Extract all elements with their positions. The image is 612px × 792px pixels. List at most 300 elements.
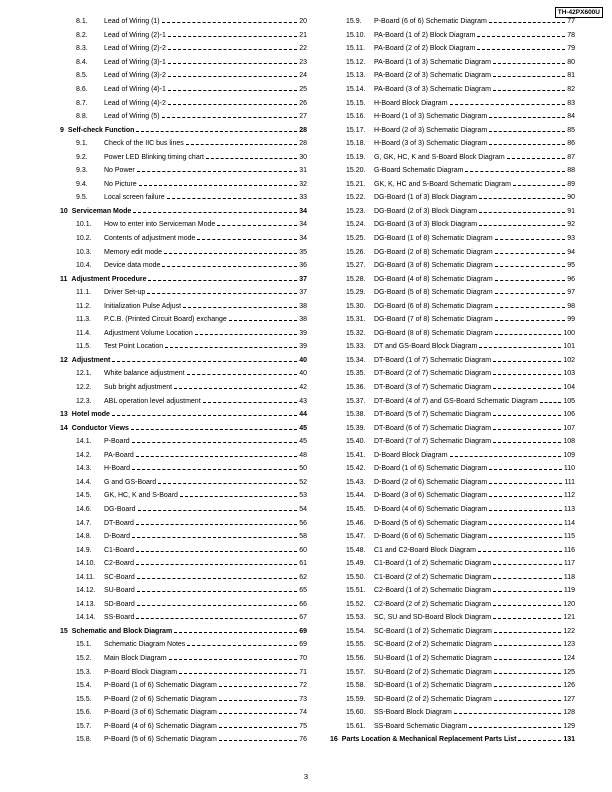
toc-dot-leader [168, 76, 297, 77]
toc-entry-page: 81 [567, 72, 575, 80]
toc-entry-page: 126 [563, 682, 575, 690]
toc-subsection-entry[interactable] [60, 299, 307, 313]
page-number: 3 [303, 772, 309, 781]
toc-entry-number: 15.12. [346, 58, 366, 66]
toc-subsection-entry[interactable] [60, 706, 307, 720]
toc-subsection-entry[interactable] [60, 692, 307, 706]
toc-subsection-entry[interactable] [330, 245, 575, 259]
toc-entry-page: 125 [563, 668, 575, 676]
toc-entry-title: DT-Board (4 of 7) and GS-Board Schematic Diagram [374, 397, 538, 405]
toc-subsection-entry[interactable] [60, 449, 307, 463]
toc-subsection-entry[interactable] [60, 286, 307, 300]
toc-entry-number: 14.9. [76, 546, 92, 554]
toc-dot-leader [139, 185, 298, 186]
toc-dot-leader [138, 510, 298, 511]
toc-dot-leader [168, 36, 297, 37]
toc-entry-page: 28 [299, 140, 307, 148]
toc-entry-title: G, GK, HC, K and S-Board Block Diagram [374, 153, 505, 161]
toc-dot-leader [162, 266, 297, 267]
toc-section-entry[interactable] [60, 205, 307, 219]
toc-entry-page: 37 [299, 289, 307, 297]
toc-entry-title: PA-Board [104, 451, 134, 459]
toc-entry-number: 15.25. [346, 235, 366, 243]
toc-subsection-entry[interactable] [330, 123, 575, 137]
toc-entry-number: 15.4. [76, 682, 92, 690]
toc-subsection-entry[interactable] [60, 665, 307, 679]
toc-dot-leader [495, 307, 566, 308]
toc-subsection-entry[interactable] [60, 489, 307, 503]
toc-dot-leader [229, 320, 297, 321]
toc-entry-number: 9.1. [76, 140, 88, 148]
toc-subsection-entry[interactable] [330, 29, 575, 43]
toc-subsection-entry[interactable] [330, 625, 575, 639]
toc-dot-leader [179, 673, 297, 674]
toc-subsection-entry[interactable] [330, 259, 575, 273]
toc-subsection-entry[interactable] [330, 543, 575, 557]
toc-dot-leader [136, 524, 297, 525]
toc-subsection-entry[interactable] [330, 191, 575, 205]
toc-entry-title: SC-Board (2 of 2) Schematic Diagram [374, 641, 492, 649]
toc-dot-leader [489, 524, 562, 525]
toc-entry-title: PA-Board (2 of 2) Block Diagram [374, 45, 476, 53]
toc-dot-leader [137, 578, 297, 579]
toc-entry-title: SS-Board Block Diagram [374, 709, 452, 717]
toc-subsection-entry[interactable] [60, 394, 307, 408]
toc-subsection-entry[interactable] [330, 232, 575, 246]
toc-dot-leader [479, 198, 565, 199]
toc-subsection-entry[interactable] [60, 150, 307, 164]
toc-entry-title: DT and GS-Board Block Diagram [374, 343, 478, 351]
toc-subsection-entry[interactable] [60, 232, 307, 246]
toc-dot-leader [495, 239, 566, 240]
toc-subsection-entry[interactable] [60, 259, 307, 273]
toc-entry-page: 48 [299, 451, 307, 459]
toc-entry-number: 15.58. [346, 682, 366, 690]
toc-entry-page: 61 [299, 560, 307, 568]
toc-section-entry[interactable] [60, 408, 307, 422]
toc-subsection-entry[interactable] [60, 638, 307, 652]
toc-entry-page: 105 [563, 397, 575, 405]
toc-subsection-entry[interactable] [330, 638, 575, 652]
toc-entry-page: 66 [299, 600, 307, 608]
toc-entry-page: 104 [563, 384, 575, 392]
toc-entry-page: 96 [567, 275, 575, 283]
toc-entry-title: GK, HC, K and S-Board [104, 492, 178, 500]
toc-subsection-entry[interactable] [60, 367, 307, 381]
toc-subsection-entry[interactable] [60, 530, 307, 544]
toc-entry-title: Lead of Wiring (4)-2 [104, 99, 166, 107]
toc-entry-title: DG-Board (3 of 3) Block Diagram [374, 221, 478, 229]
toc-dot-leader [219, 686, 297, 687]
toc-entry-page: 40 [299, 370, 307, 378]
toc-subsection-entry[interactable] [60, 178, 307, 192]
toc-entry-title: C1-Board [104, 546, 134, 554]
toc-entry-title: How to enter into Serviceman Mode [104, 221, 216, 229]
toc-entry-title: Lead of Wiring (2)-2 [104, 45, 166, 53]
toc-entry-title: C1-Board (2 of 2) Schematic Diagram [374, 573, 492, 581]
toc-entry-title: C2-Board [104, 560, 134, 568]
toc-entry-title: Adjustment Volume Location [104, 329, 193, 337]
toc-entry-title: P-Board (6 of 6) Schematic Diagram [374, 18, 487, 26]
toc-dot-leader [493, 415, 561, 416]
toc-subsection-entry[interactable] [330, 394, 575, 408]
model-number-label: TH-42PX600U [555, 7, 603, 18]
toc-subsection-entry[interactable] [330, 476, 575, 490]
toc-subsection-entry[interactable] [330, 110, 575, 124]
toc-entry-page: 40 [299, 356, 307, 364]
toc-entry-title: SS-Board [104, 614, 135, 622]
toc-entry-page: 23 [299, 58, 307, 66]
toc-entry-number: 15.45. [346, 505, 366, 513]
toc-subsection-entry[interactable] [60, 69, 307, 83]
toc-dot-leader [489, 537, 562, 538]
toc-section-entry[interactable] [60, 421, 307, 435]
toc-entry-number: 15.10. [346, 31, 366, 39]
toc-entry-number: 15.28. [346, 275, 366, 283]
toc-entry-number: 11 [60, 275, 68, 283]
toc-dot-leader [489, 469, 562, 470]
toc-entry-page: 22 [299, 45, 307, 53]
toc-dot-leader [494, 659, 561, 660]
toc-subsection-entry[interactable] [330, 313, 575, 327]
toc-subsection-entry[interactable] [60, 42, 307, 56]
toc-subsection-entry[interactable] [60, 611, 307, 625]
toc-subsection-entry[interactable] [330, 679, 575, 693]
toc-subsection-entry[interactable] [330, 381, 575, 395]
toc-entry-title: PA-Board (3 of 3) Schematic Diagram [374, 86, 491, 93]
toc-dot-leader [489, 117, 565, 118]
toc-entry-page: 80 [567, 58, 575, 66]
toc-subsection-entry[interactable] [60, 137, 307, 151]
toc-entry-page: 73 [299, 695, 307, 703]
toc-dot-leader [507, 158, 565, 159]
toc-entry-number: 9 [60, 126, 64, 134]
toc-subsection-entry[interactable] [330, 178, 575, 192]
toc-dot-leader [136, 564, 297, 565]
toc-subsection-entry[interactable] [330, 516, 575, 530]
toc-subsection-entry[interactable] [60, 435, 307, 449]
toc-dot-leader [219, 727, 297, 728]
toc-dot-leader [162, 22, 298, 23]
toc-entry-number: 15.31. [346, 316, 366, 324]
toc-entry-number: 14.13. [76, 600, 96, 608]
toc-entry-number: 14.2. [76, 451, 92, 459]
toc-dot-leader [479, 225, 565, 226]
toc-entry-page: 85 [567, 126, 575, 134]
toc-entry-page: 94 [567, 248, 575, 256]
toc-entry-number: 15.8. [76, 736, 92, 744]
toc-entry-number: 15.60. [346, 709, 366, 717]
toc-dot-leader [450, 456, 562, 457]
toc-entry-page: 56 [299, 519, 307, 527]
toc-subsection-entry[interactable] [60, 584, 307, 598]
toc-entry-page: 50 [299, 465, 307, 473]
toc-subsection-entry[interactable] [330, 272, 575, 286]
toc-dot-leader [513, 185, 565, 186]
toc-entry-page: 35 [299, 248, 307, 256]
toc-dot-leader [219, 700, 297, 701]
toc-entry-page: 78 [567, 31, 575, 39]
toc-entry-number: 10 [60, 207, 68, 215]
toc-subsection-entry[interactable] [60, 15, 307, 29]
toc-entry-page: 28 [299, 126, 307, 134]
toc-entry-number: 8.2. [76, 31, 88, 39]
toc-entry-number: 15.16. [346, 113, 366, 121]
toc-subsection-entry[interactable] [330, 96, 575, 110]
toc-subsection-entry[interactable] [330, 69, 575, 83]
toc-dot-leader [187, 645, 297, 646]
toc-dot-leader [477, 36, 565, 37]
toc-section-entry[interactable] [60, 625, 307, 639]
toc-entry-title: DT-Board (5 of 7) Schematic Diagram [374, 411, 492, 419]
toc-entry-number: 15.17. [346, 126, 366, 134]
toc-entry-number: 8.3. [76, 45, 88, 53]
toc-subsection-entry[interactable] [330, 421, 575, 435]
toc-subsection-entry[interactable] [60, 719, 307, 733]
toc-entry-number: 15.49. [346, 560, 366, 568]
toc-entry-page: 89 [567, 180, 575, 188]
toc-entry-number: 14.8. [76, 533, 92, 541]
toc-entry-title: Main Block Diagram [104, 654, 167, 662]
toc-entry-page: 34 [299, 235, 307, 243]
toc-subsection-entry[interactable] [330, 354, 575, 368]
toc-entry-title: DG-Board (8 of 8) Schematic Diagram [374, 329, 493, 337]
toc-dot-leader [132, 469, 297, 470]
toc-subsection-entry[interactable] [60, 557, 307, 571]
toc-entry-page: 65 [299, 587, 307, 595]
toc-dot-leader [148, 280, 297, 281]
toc-subsection-entry[interactable] [60, 516, 307, 530]
toc-entry-page: 58 [299, 533, 307, 541]
toc-entry-title: H-Board [104, 465, 131, 473]
toc-entry-number: 10.2. [76, 235, 92, 243]
toc-subsection-entry[interactable] [330, 692, 575, 706]
toc-entry-page: 45 [299, 438, 307, 446]
toc-subsection-entry[interactable] [60, 110, 307, 124]
toc-entry-page: 26 [299, 99, 307, 107]
toc-section-entry[interactable] [60, 354, 307, 368]
toc-dot-leader [168, 90, 297, 91]
toc-entry-page: 32 [299, 180, 307, 188]
toc-entry-number: 14.1. [76, 438, 92, 446]
toc-dot-leader [167, 198, 298, 199]
toc-entry-title: Schematic and Block Diagram [71, 627, 173, 635]
toc-entry-number: 15.52. [346, 600, 366, 608]
toc-subsection-entry[interactable] [330, 598, 575, 612]
toc-entry-page: 113 [563, 505, 575, 513]
toc-subsection-entry[interactable] [330, 570, 575, 584]
toc-subsection-entry[interactable] [330, 286, 575, 300]
toc-subsection-entry[interactable] [330, 42, 575, 56]
toc-dot-leader [494, 673, 561, 674]
toc-entry-page: 77 [567, 18, 575, 26]
toc-entry-title: D-Board (6 of 6) Schematic Diagram [374, 533, 488, 541]
toc-dot-leader [168, 63, 297, 64]
toc-dot-leader [478, 551, 562, 552]
toc-entry-number: 15.23. [346, 207, 366, 215]
toc-entry-title: Lead of Wiring (1) [104, 18, 160, 26]
toc-entry-title: Serviceman Mode [71, 207, 132, 215]
toc-dot-leader [493, 605, 561, 606]
toc-entry-page: 107 [563, 424, 575, 432]
toc-entry-page: 102 [563, 356, 575, 364]
toc-subsection-entry[interactable] [60, 313, 307, 327]
toc-entry-title: Initialization Pulse Adjust [104, 302, 182, 310]
toc-entry-page: 21 [299, 31, 307, 39]
toc-entry-page: 124 [563, 654, 575, 662]
toc-subsection-entry[interactable] [330, 299, 575, 313]
toc-entry-page: 76 [299, 736, 307, 744]
toc-subsection-entry[interactable] [330, 530, 575, 544]
toc-section-entry[interactable] [60, 123, 307, 137]
toc-entry-title: DT-Board (2 of 7) Schematic Diagram [374, 370, 492, 378]
toc-subsection-entry[interactable] [330, 611, 575, 625]
toc-subsection-entry[interactable] [60, 56, 307, 70]
toc-subsection-entry[interactable] [330, 218, 575, 232]
toc-subsection-entry[interactable] [330, 83, 575, 97]
toc-entry-page: 75 [299, 722, 307, 730]
toc-subsection-entry[interactable] [60, 29, 307, 43]
toc-entry-number: 14.7. [76, 519, 92, 527]
toc-subsection-entry[interactable] [330, 435, 575, 449]
toc-subsection-entry[interactable] [330, 489, 575, 503]
toc-subsection-entry[interactable] [60, 327, 307, 341]
toc-entry-title: P-Board (1 of 6) Schematic Diagram [104, 682, 217, 690]
toc-dot-leader [493, 76, 565, 77]
toc-dot-leader [169, 659, 298, 660]
toc-entry-number: 15.51. [346, 587, 366, 595]
toc-section-entry[interactable] [60, 272, 307, 286]
toc-subsection-entry[interactable] [60, 218, 307, 232]
toc-dot-leader [133, 212, 297, 213]
toc-subsection-entry[interactable] [330, 367, 575, 381]
toc-subsection-entry[interactable] [60, 191, 307, 205]
toc-entry-title: PA-Board (1 of 2) Block Diagram [374, 31, 476, 39]
toc-entry-title: DG-Board (4 of 8) Schematic Diagram [374, 275, 493, 283]
toc-subsection-entry[interactable] [60, 543, 307, 557]
toc-entry-page: 45 [299, 424, 307, 432]
toc-entry-number: 15.59. [346, 695, 366, 703]
toc-subsection-entry[interactable] [60, 340, 307, 354]
toc-subsection-entry[interactable] [330, 408, 575, 422]
toc-entry-number: 15.32. [346, 329, 366, 337]
toc-subsection-entry[interactable] [60, 598, 307, 612]
toc-subsection-entry[interactable] [60, 381, 307, 395]
toc-entry-title: H-Board Block Diagram [374, 99, 448, 107]
toc-entry-number: 15.1. [76, 641, 92, 649]
toc-entry-page: 39 [299, 329, 307, 337]
toc-subsection-entry[interactable] [330, 56, 575, 70]
toc-subsection-entry[interactable] [60, 733, 307, 747]
toc-dot-leader [493, 361, 561, 362]
toc-entry-page: 109 [563, 451, 575, 459]
toc-entry-number: 14.10. [76, 560, 96, 568]
toc-dot-leader [162, 117, 298, 118]
toc-dot-leader [493, 564, 562, 565]
toc-entry-page: 82 [567, 86, 575, 93]
toc-entry-title: G-Board Schematic Diagram [374, 167, 464, 175]
toc-dot-leader [494, 632, 561, 633]
toc-entry-title: Driver Set-up [104, 289, 146, 297]
toc-entry-title: Adjustment Procedure [71, 275, 147, 283]
toc-entry-title: Memory edit mode [104, 248, 162, 256]
toc-subsection-entry[interactable] [60, 462, 307, 476]
toc-dot-leader [494, 645, 561, 646]
toc-subsection-entry[interactable] [330, 719, 575, 733]
toc-subsection-entry[interactable] [330, 652, 575, 666]
toc-dot-leader [112, 415, 297, 416]
toc-subsection-entry[interactable] [330, 706, 575, 720]
toc-entry-page: 123 [563, 641, 575, 649]
toc-dot-leader [136, 131, 297, 132]
toc-subsection-entry[interactable] [60, 476, 307, 490]
toc-entry-number: 15.61. [346, 722, 366, 730]
toc-entry-page: 34 [299, 207, 307, 215]
toc-subsection-entry[interactable] [60, 83, 307, 97]
toc-subsection-entry[interactable] [60, 652, 307, 666]
toc-dot-leader [493, 578, 562, 579]
toc-dot-leader [479, 347, 561, 348]
toc-section-entry[interactable] [330, 733, 575, 747]
toc-subsection-entry[interactable] [330, 205, 575, 219]
toc-entry-title: Hotel mode [71, 411, 110, 419]
toc-entry-number: 8.7. [76, 99, 88, 107]
toc-subsection-entry[interactable] [330, 462, 575, 476]
toc-entry-number: 15.22. [346, 194, 366, 202]
toc-subsection-entry[interactable] [330, 557, 575, 571]
toc-subsection-entry[interactable] [330, 503, 575, 517]
toc-subsection-entry[interactable] [60, 96, 307, 110]
toc-subsection-entry[interactable] [60, 164, 307, 178]
toc-entry-page: 60 [299, 546, 307, 554]
toc-subsection-entry[interactable] [60, 679, 307, 693]
toc-entry-title: D-Board Block Diagram [374, 451, 448, 459]
toc-subsection-entry[interactable] [330, 584, 575, 598]
toc-entry-title: DG-Board (2 of 3) Block Diagram [374, 207, 478, 215]
toc-dot-leader [495, 320, 566, 321]
toc-subsection-entry[interactable] [330, 665, 575, 679]
toc-subsection-entry[interactable] [330, 150, 575, 164]
toc-entry-page: 71 [299, 668, 307, 676]
toc-subsection-entry[interactable] [60, 570, 307, 584]
toc-dot-leader [493, 388, 561, 389]
toc-entry-page: 115 [563, 533, 575, 541]
toc-entry-number: 15.18. [346, 140, 366, 148]
toc-entry-number: 9.4. [76, 180, 88, 188]
toc-entry-number: 14 [60, 424, 68, 432]
toc-entry-number: 15.6. [76, 709, 92, 717]
toc-entry-page: 122 [563, 627, 575, 635]
toc-subsection-entry[interactable] [60, 245, 307, 259]
toc-dot-leader [493, 63, 565, 64]
toc-subsection-entry[interactable] [330, 449, 575, 463]
toc-entry-page: 101 [563, 343, 575, 351]
toc-subsection-entry[interactable] [330, 164, 575, 178]
toc-entry-number: 11.1. [76, 289, 92, 297]
toc-entry-number: 15.55. [346, 641, 366, 649]
toc-subsection-entry[interactable] [330, 15, 575, 29]
toc-entry-number: 15.39. [346, 424, 366, 432]
toc-subsection-entry[interactable] [330, 137, 575, 151]
toc-dot-leader [136, 551, 297, 552]
toc-entry-title: C2-Board (2 of 2) Schematic Diagram [374, 600, 492, 608]
toc-entry-number: 10.1. [76, 221, 92, 229]
toc-entry-title: Lead of Wiring (2)-1 [104, 31, 166, 39]
toc-subsection-entry[interactable] [330, 327, 575, 341]
toc-subsection-entry[interactable] [330, 340, 575, 354]
toc-subsection-entry[interactable] [60, 503, 307, 517]
toc-entry-title: DT-Board (1 of 7) Schematic Diagram [374, 356, 492, 364]
